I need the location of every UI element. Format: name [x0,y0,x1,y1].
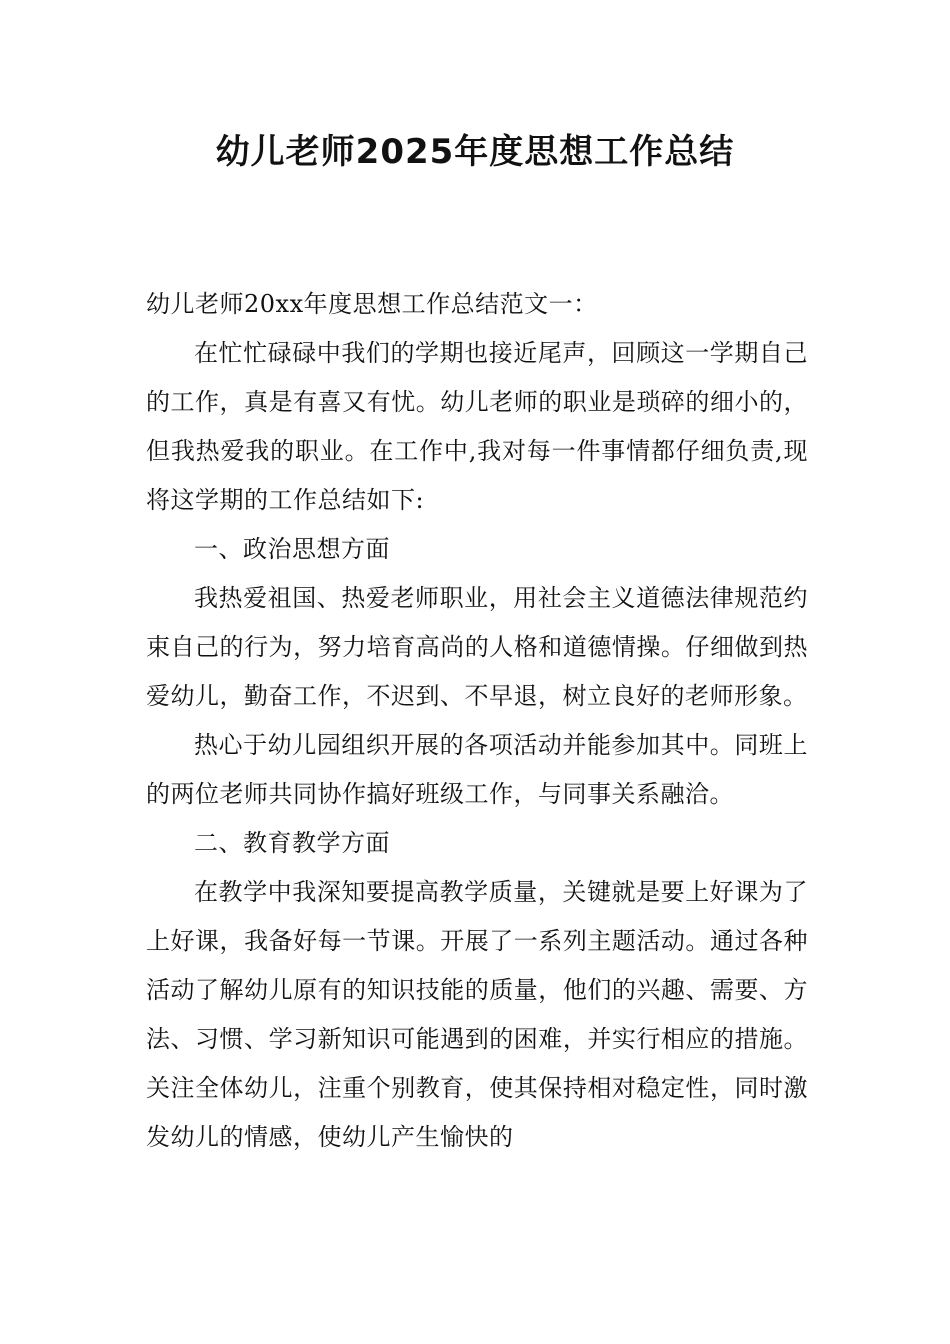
paragraph-intro: 幼儿老师20xx年度思想工作总结范文一： [146,290,598,318]
document-title: 幼儿老师2025年度思想工作总结 [215,132,735,172]
paragraph-activities: 热心于幼儿园组织开展的各项活动并能参加其中。同班上的两位老师共同协作搞好班级工作，与同事关系融洽。 [146,731,808,808]
section-heading-teaching: 二、教育教学方面 [194,829,390,857]
document-body [146,280,808,1162]
paragraph-teaching: 在教学中我深知要提高教学质量，关键就是要上好课为了上好课，我备好每一节课。开展了一系列主题活动。通过各种活动了解幼儿原有的知识技能的质量，他们的兴趣、需要、方法、习惯、学习新知识可能遇到的困难，并实行相应的措施。关注全体幼儿，注重个别教育，使其保持相对稳定性，同时激发幼儿的情感，使幼儿产生愉快的 [146,878,808,1151]
paragraph-opening: 在忙忙碌碌中我们的学期也接近尾声，回顾这一学期自己的工作，真是有喜又有忧。幼儿老师的职业是琐碎的细小的，但我热爱我的职业。在工作中,我对每一件事情都仔细负责,现将这学期的工作总结如下: [146,339,808,514]
section-heading-political: 一、政治思想方面 [194,535,390,563]
paragraph-political: 我热爱祖国、热爱老师职业，用社会主义道德法律规范约束自己的行为，努力培育高尚的人格和道德情操。仔细做到热爱幼儿，勤奋工作，不迟到、不早退，树立良好的老师形象。 [146,584,808,710]
